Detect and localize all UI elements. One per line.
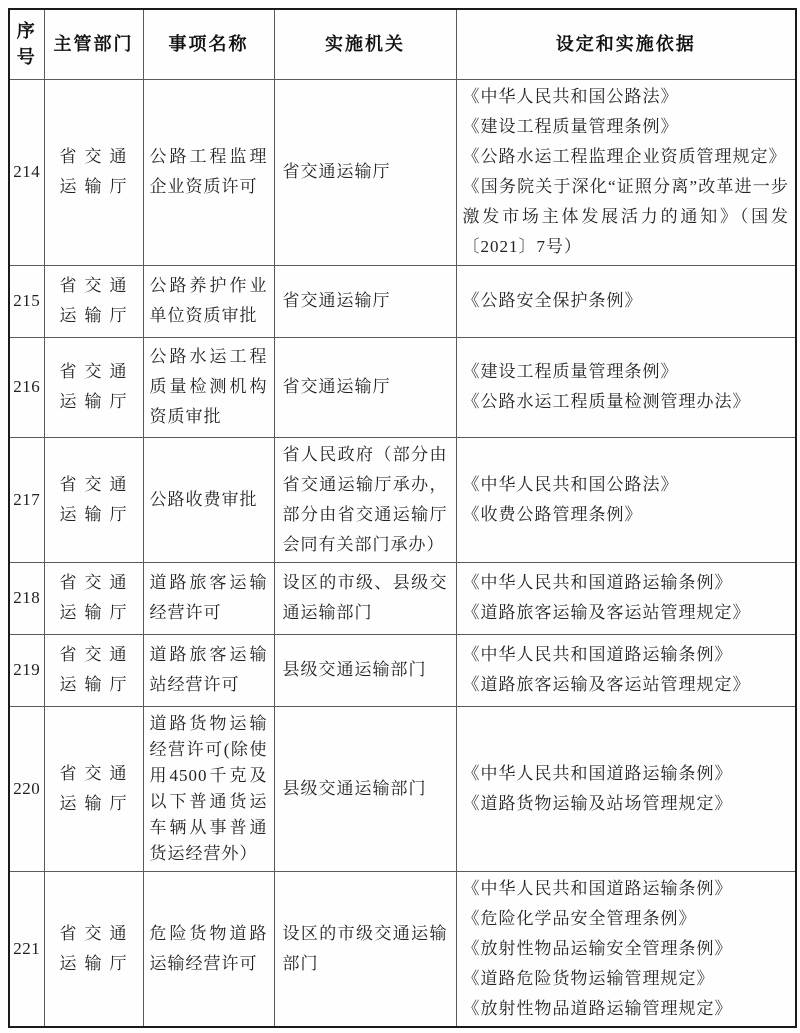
basis-line: 《道路旅客运输及客运站管理规定》 bbox=[462, 675, 751, 694]
basis-line: 《建设工程质量管理条例》 bbox=[462, 117, 679, 136]
header-serial-number: 序号 bbox=[9, 9, 44, 79]
basis-line: 《公路水运工程质量检测管理办法》 bbox=[462, 392, 751, 411]
cell-serial-number: 219 bbox=[9, 634, 44, 706]
table-row bbox=[9, 265, 796, 337]
basis-line: 《放射性物品运输安全管理条例》 bbox=[462, 938, 733, 958]
cell-department: 省交通运输厅 bbox=[44, 562, 143, 634]
cell-basis bbox=[456, 562, 796, 634]
cell-basis bbox=[456, 437, 796, 562]
cell-department: 省交通运输厅 bbox=[44, 265, 143, 337]
cell-department: 省交通运输厅 bbox=[44, 634, 143, 706]
approval-items-table bbox=[8, 8, 797, 1028]
cell-agency: 省交通运输厅 bbox=[274, 337, 456, 437]
table-row bbox=[9, 79, 796, 265]
cell-agency: 县级交通运输部门 bbox=[274, 706, 456, 871]
basis-line: 《道路危险货物运输管理规定》 bbox=[462, 968, 715, 988]
table-row bbox=[9, 634, 796, 706]
basis-line: 《建设工程质量管理条例》 bbox=[462, 362, 679, 381]
cell-serial-number: 214 bbox=[9, 79, 44, 265]
basis-line: 《中华人民共和国道路运输条例》 bbox=[462, 645, 733, 664]
cell-basis bbox=[456, 871, 796, 1027]
header-row bbox=[9, 9, 796, 79]
cell-item-name: 公路水运工程质量检测机构资质审批 bbox=[143, 337, 274, 437]
cell-item-name: 公路养护作业单位资质审批 bbox=[143, 265, 274, 337]
cell-serial-number: 217 bbox=[9, 437, 44, 562]
table-row bbox=[9, 871, 796, 1027]
basis-line: 《中华人民共和国公路法》 bbox=[462, 87, 679, 106]
basis-line: 《中华人民共和国公路法》 bbox=[462, 474, 679, 494]
cell-item-name: 道路货物运输经营许可(除使用4500千克及以下普通货运车辆从事普通货运经营外） bbox=[143, 706, 274, 871]
cell-department: 省交通运输厅 bbox=[44, 437, 143, 562]
cell-item-name: 公路工程监理企业资质许可 bbox=[143, 79, 274, 265]
cell-item-name: 道路旅客运输经营许可 bbox=[143, 562, 274, 634]
cell-item-name: 道路旅客运输站经营许可 bbox=[143, 634, 274, 706]
cell-basis bbox=[456, 337, 796, 437]
basis-line: 《中华人民共和国道路运输条例》 bbox=[462, 878, 733, 898]
cell-serial-number: 216 bbox=[9, 337, 44, 437]
table-row bbox=[9, 706, 796, 871]
basis-line: 《公路水运工程监理企业资质管理规定》 bbox=[462, 147, 787, 166]
table-header bbox=[9, 9, 796, 79]
cell-item-name: 公路收费审批 bbox=[143, 437, 274, 562]
header-item-name: 事项名称 bbox=[143, 9, 274, 79]
cell-serial-number: 215 bbox=[9, 265, 44, 337]
cell-basis bbox=[456, 265, 796, 337]
table-row bbox=[9, 437, 796, 562]
cell-serial-number: 221 bbox=[9, 871, 44, 1027]
cell-serial-number: 218 bbox=[9, 562, 44, 634]
cell-serial-number: 220 bbox=[9, 706, 44, 871]
cell-agency: 设区的市级交通运输部门 bbox=[274, 871, 456, 1027]
cell-department: 省交通运输厅 bbox=[44, 871, 143, 1027]
cell-agency: 省交通运输厅 bbox=[274, 79, 456, 265]
cell-department: 省交通运输厅 bbox=[44, 337, 143, 437]
cell-agency: 省人民政府（部分由省交通运输厅承办，部分由省交通运输厅会同有关部门承办） bbox=[274, 437, 456, 562]
cell-department: 省交通运输厅 bbox=[44, 706, 143, 871]
basis-line: 《道路旅客运输及客运站管理规定》 bbox=[462, 603, 751, 622]
cell-agency: 设区的市级、县级交通运输部门 bbox=[274, 562, 456, 634]
header-basis: 设定和实施依据 bbox=[456, 9, 796, 79]
table-body bbox=[9, 79, 796, 1027]
basis-line: 《国务院关于深化“证照分离”改革进一步激发市场主体发展活力的通知》（国发〔2021〕7号） bbox=[462, 177, 789, 256]
basis-line: 《公路安全保护条例》 bbox=[462, 291, 643, 310]
cell-basis bbox=[456, 706, 796, 871]
cell-item-name: 危险货物道路运输经营许可 bbox=[143, 871, 274, 1027]
header-department: 主管部门 bbox=[44, 9, 143, 79]
basis-line: 《中华人民共和国道路运输条例》 bbox=[462, 573, 733, 592]
basis-line: 《危险化学品安全管理条例》 bbox=[462, 908, 697, 928]
cell-basis bbox=[456, 634, 796, 706]
basis-line: 《放射性物品道路运输管理规定》 bbox=[462, 998, 733, 1018]
table-row bbox=[9, 562, 796, 634]
cell-basis bbox=[456, 79, 796, 265]
table-row bbox=[9, 337, 796, 437]
basis-line: 《道路货物运输及站场管理规定》 bbox=[462, 793, 733, 813]
cell-department: 省交通运输厅 bbox=[44, 79, 143, 265]
cell-agency: 县级交通运输部门 bbox=[274, 634, 456, 706]
header-agency: 实施机关 bbox=[274, 9, 456, 79]
basis-line: 《中华人民共和国道路运输条例》 bbox=[462, 763, 733, 783]
basis-line: 《收费公路管理条例》 bbox=[462, 504, 643, 524]
cell-agency: 省交通运输厅 bbox=[274, 265, 456, 337]
